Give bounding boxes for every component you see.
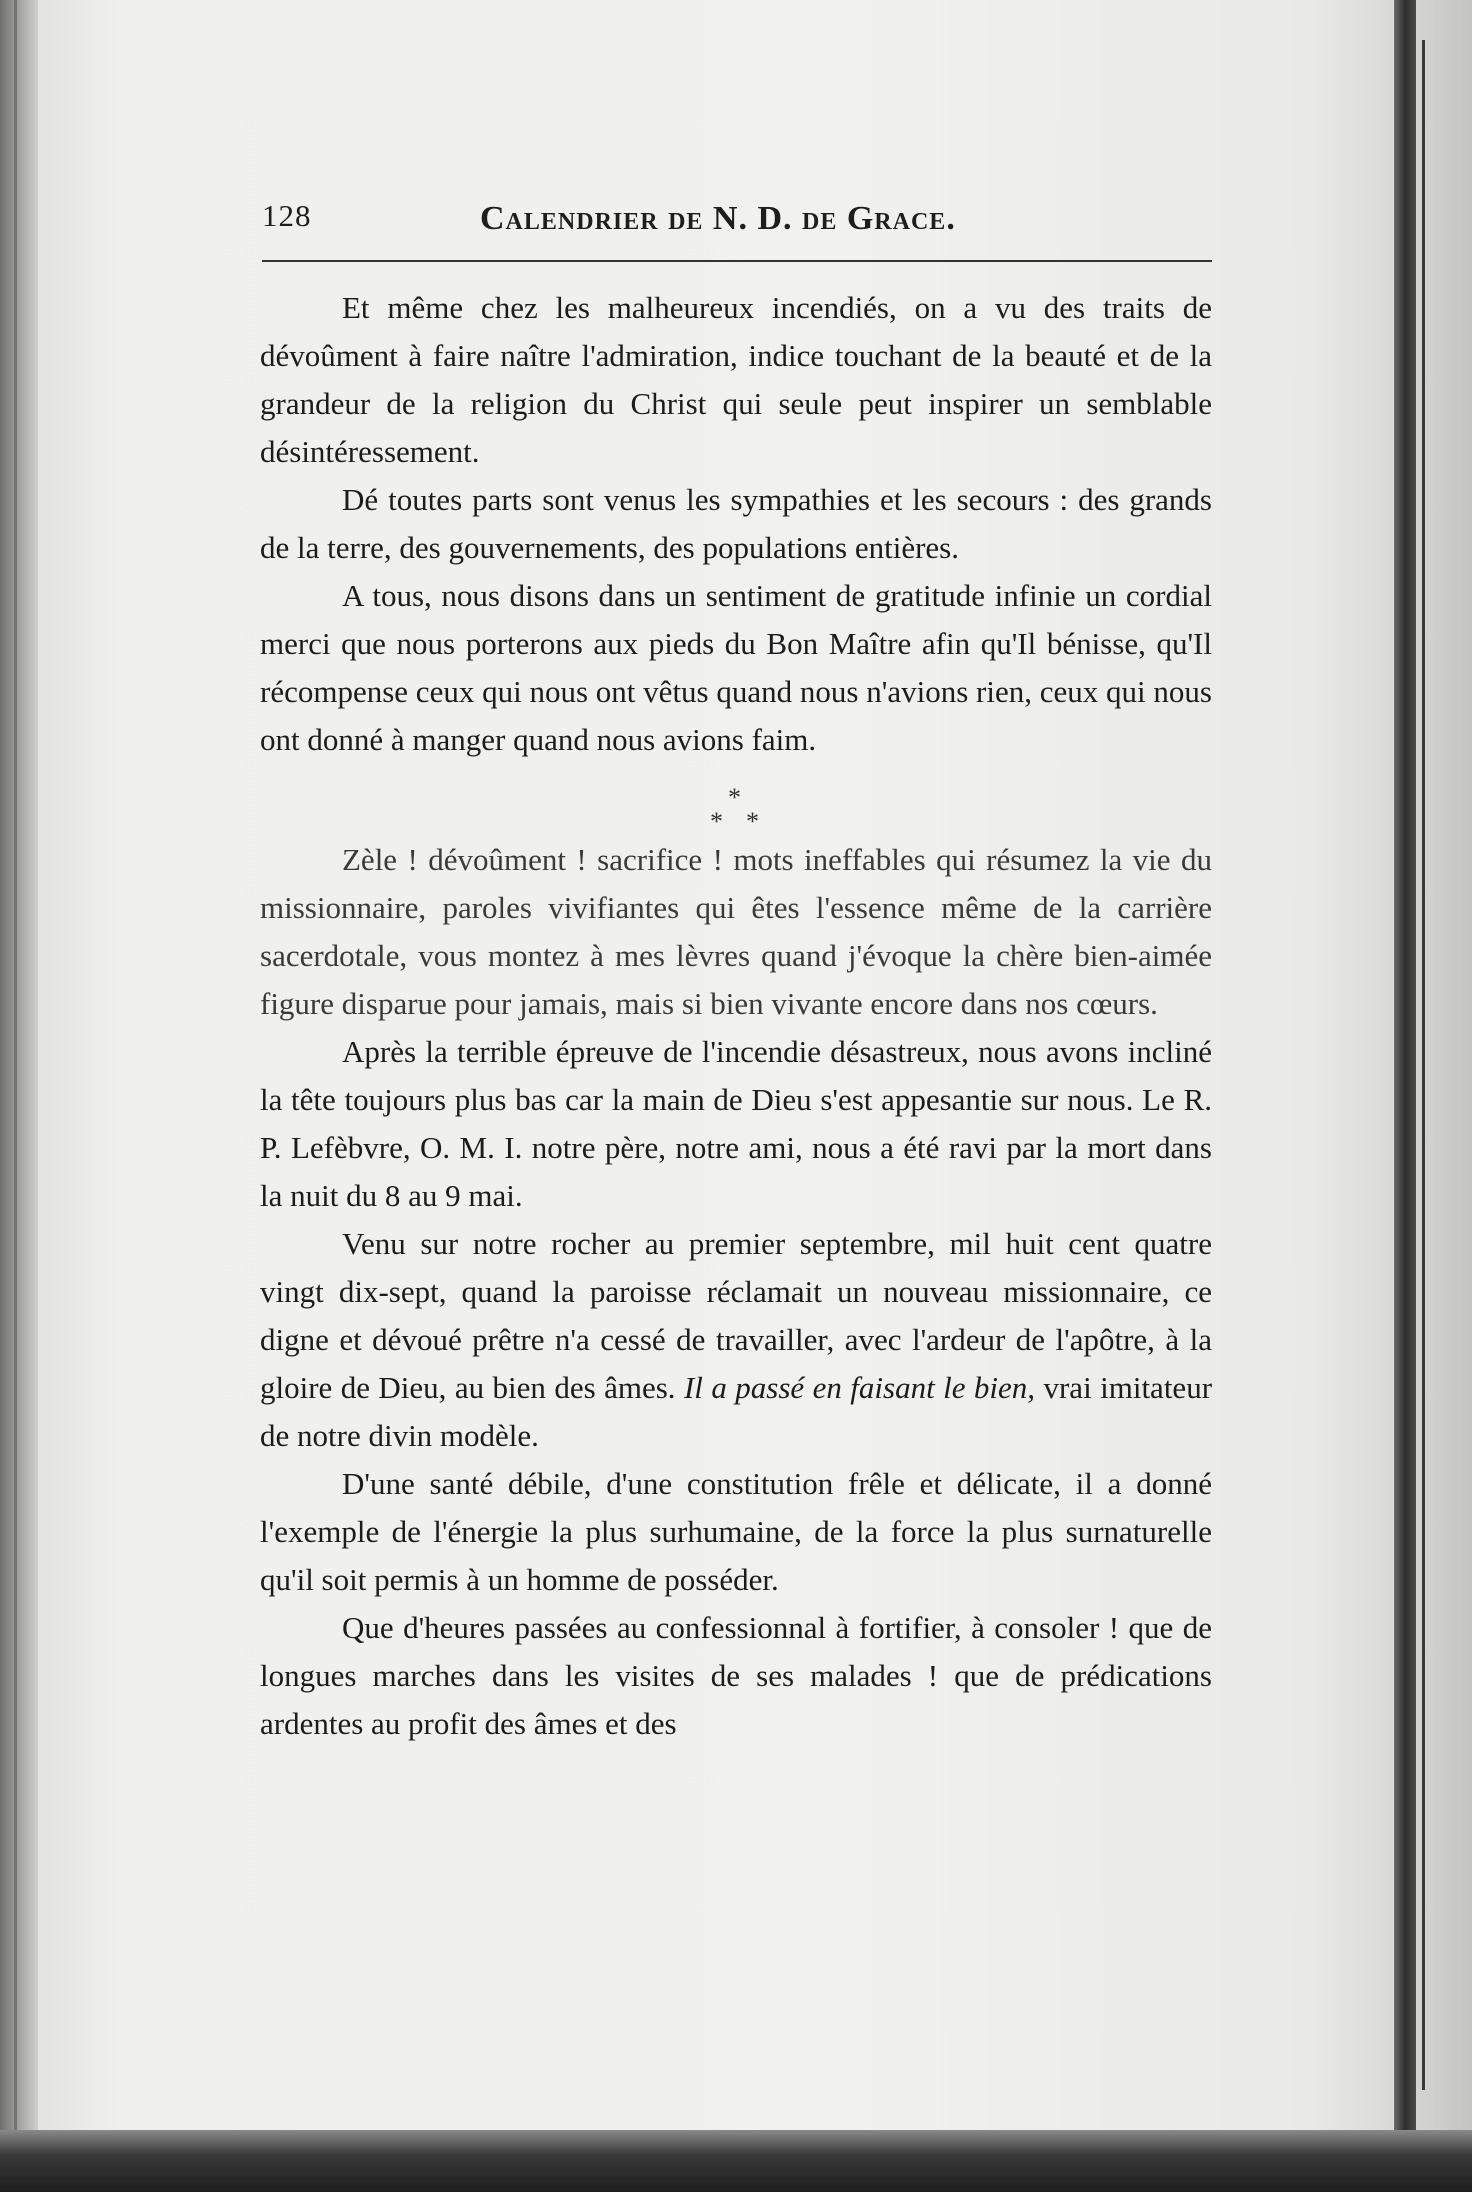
paragraph: Et même chez les malheureux incendiés, on a vu des traits de dévoûment à faire naître l'admiration, indice touchant de la beauté et de la grandeur de la religion du Christ qui seule peut inspirer un semblable désintéressement. xyxy=(260,290,1212,469)
paragraph: D'une santé débile, d'une constitution frêle et délicate, il a donné l'exemple de l'énergie la plus surhumaine, de la force la plus surnaturelle qu'il soit permis à un homme de posséder. xyxy=(260,1466,1212,1597)
adjacent-page-edge xyxy=(1416,0,1472,2130)
asterism-star: * xyxy=(746,807,759,836)
asterism xyxy=(260,764,1212,836)
asterism-star: * xyxy=(728,783,741,812)
paragraph: Après la terrible épreuve de l'incendie désastreux, nous avons incliné la tête toujours plus bas car la main de Dieu s'est appesantie sur nous. Le R. P. Lefèbvre, O. M. I. notre père, notre ami, nous a été ravi par la mort dans la nuit du 8 au 9 mai. xyxy=(260,1034,1212,1213)
body-text xyxy=(260,284,1212,1748)
paragraph-text: vrai imitateur de notre divin modèle. xyxy=(260,1370,1213,1453)
book-spine xyxy=(1394,0,1416,2130)
left-page-edge xyxy=(0,0,38,2192)
paragraph: A tous, nous disons dans un sentiment de gratitude infinie un cordial merci que nous porterons aux pieds du Bon Maître afin qu'Il bénisse, qu'Il récompense ceux qui nous ont vêtus quand nous n'avions rien, ceux qui nous ont donné à manger quand nous avions faim. xyxy=(260,578,1212,757)
scan-bottom-edge xyxy=(0,2130,1472,2192)
running-title: Calendrier de N. D. de Grace. xyxy=(480,200,956,237)
paragraph xyxy=(260,1220,1212,1460)
running-header xyxy=(262,198,1212,258)
paragraph: Dé toutes parts sont venus les sympathies et les secours : des grands de la terre, des gouvernements, des populations entières. xyxy=(260,482,1212,565)
header-rule xyxy=(262,260,1212,262)
paragraph-text: Venu sur notre rocher au premier septembre, mil huit cent quatre vingt dix-sept, quand la paroisse réclamait un nouveau missionnaire, ce digne et dévoué prêtre n'a cessé de travailler, avec l'ardeur de l'apôtre, à la gloire de Dieu, au bien des âmes. xyxy=(260,1226,1212,1405)
paragraph: Zèle ! dévoûment ! sacrifice ! mots ineffables qui résumez la vie du missionnaire, paroles vivifiantes qui êtes l'essence même de la carrière sacerdotale, vous montez à mes lèvres quand j'évoque la chère bien-aimée figure disparue pour jamais, mais si bien vivante encore dans nos cœurs. xyxy=(260,842,1212,1021)
paragraph: Que d'heures passées au confessionnal à fortifier, à consoler ! que de longues marches dans les visites de ses malades ! que de prédications ardentes au profit des âmes et des xyxy=(260,1610,1212,1741)
page-number: 128 xyxy=(262,198,312,233)
italic-quote: Il a passé en faisant le bien, xyxy=(683,1370,1036,1405)
asterism-star: * xyxy=(710,807,723,836)
